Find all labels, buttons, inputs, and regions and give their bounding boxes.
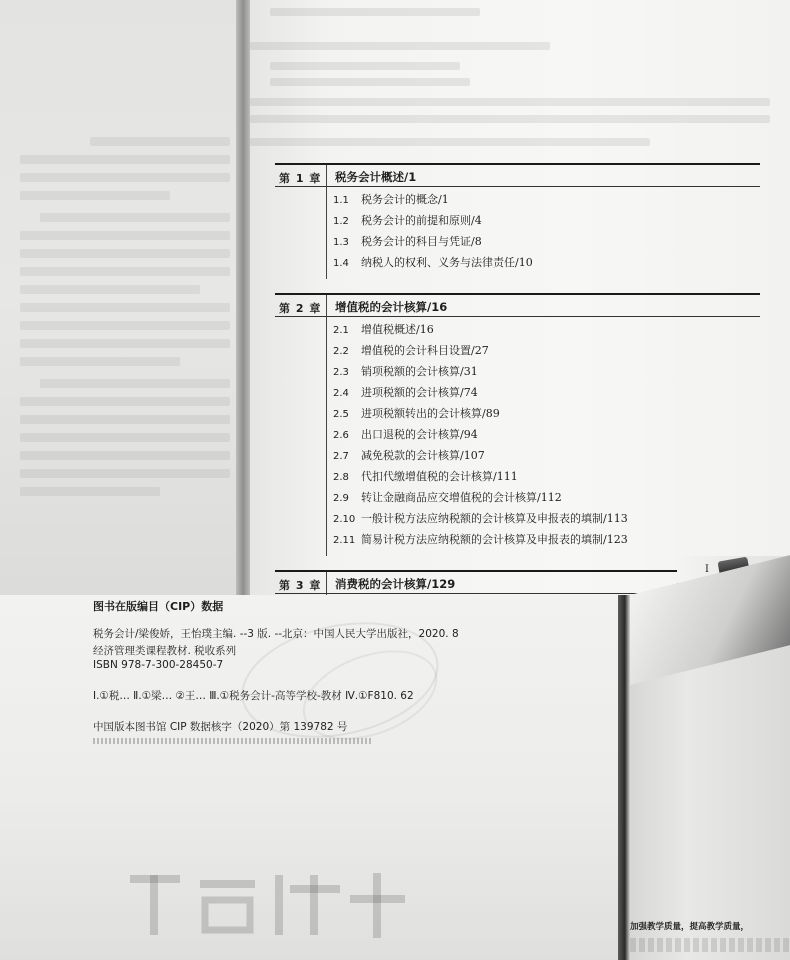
toc-entry: 2.4 进项税额的会计核算/74 [333,386,478,399]
toc-entry: 2.11 简易计税方法应纳税额的会计核算及申报表的填制/123 [333,533,628,546]
show-through-title [125,865,415,959]
toc-entry: 2.9 转让金融商品应交增值税的会计核算/112 [333,491,562,504]
chapter-2 [275,293,760,556]
chapter-number: 第 3 章 [279,579,322,592]
toc-entry: 2.1 增值税概述/16 [333,323,434,336]
show-through-glyphs [125,865,415,945]
chapter-title: 税务会计概述/1 [335,170,417,184]
cip-title: 图书在版编目（CIP）数据 [93,600,224,613]
cip-series-line: 经济管理类课程教材. 税收系列 [93,645,237,657]
toc-entry: 1.4 纳税人的权利、义务与法律责任/10 [333,256,533,269]
cip-bibliographic-line: 税务会计/梁俊娇，王怡璞主编. --3 版. --北京：中国人民大学出版社，2020. 8 [93,628,459,640]
page-number: I [705,564,709,575]
cip-page-photo [0,595,790,960]
chapter-1 [275,163,760,279]
chapter-number: 第 1 章 [279,172,322,185]
toc-entry: 2.8 代扣代缴增值税的会计核算/111 [333,470,518,483]
table-of-contents [275,163,760,623]
toc-entry: 1.3 税务会计的科目与凭证/8 [333,235,482,248]
cip-classification-line: Ⅰ.①税… Ⅱ.①梁… ②王… Ⅲ.①税务会计-高等学校-教材 Ⅳ.①F810. 62 [93,690,414,702]
chapter-title: 增值税的会计核算/16 [335,300,448,314]
chapter-number: 第 2 章 [279,302,322,315]
toc-entry: 2.3 销项税额的会计核算/31 [333,365,478,378]
left-page [0,0,245,595]
cip-isbn-line: ISBN 978-7-300-28450-7 [93,659,224,671]
dotted-rule [93,738,373,744]
toc-entry: 2.7 减免税款的会计核算/107 [333,449,485,462]
cover-small-print [630,938,790,952]
toc-entry: 2.5 进项税额转出的会计核算/89 [333,407,500,420]
toc-entry: 2.6 出口退税的会计核算/94 [333,428,478,441]
toc-entry: 2.2 增值税的会计科目设置/27 [333,344,489,357]
chapter-header [275,293,760,317]
toc-entry: 1.1 税务会计的概念/1 [333,193,449,206]
cover-bottom-text: 加强教学质量，提高教学质量， [630,922,750,932]
toc-entry: 2.10 一般计税方法应纳税额的会计核算及申报表的填制/113 [333,512,628,525]
chapter-header [275,163,760,187]
chapter-title: 消费税的会计核算/129 [335,577,456,591]
cip-record-number: 中国版本图书馆 CIP 数据核字（2020）第 139782 号 [93,721,348,733]
toc-entry: 1.2 税务会计的前提和原则/4 [333,214,482,227]
